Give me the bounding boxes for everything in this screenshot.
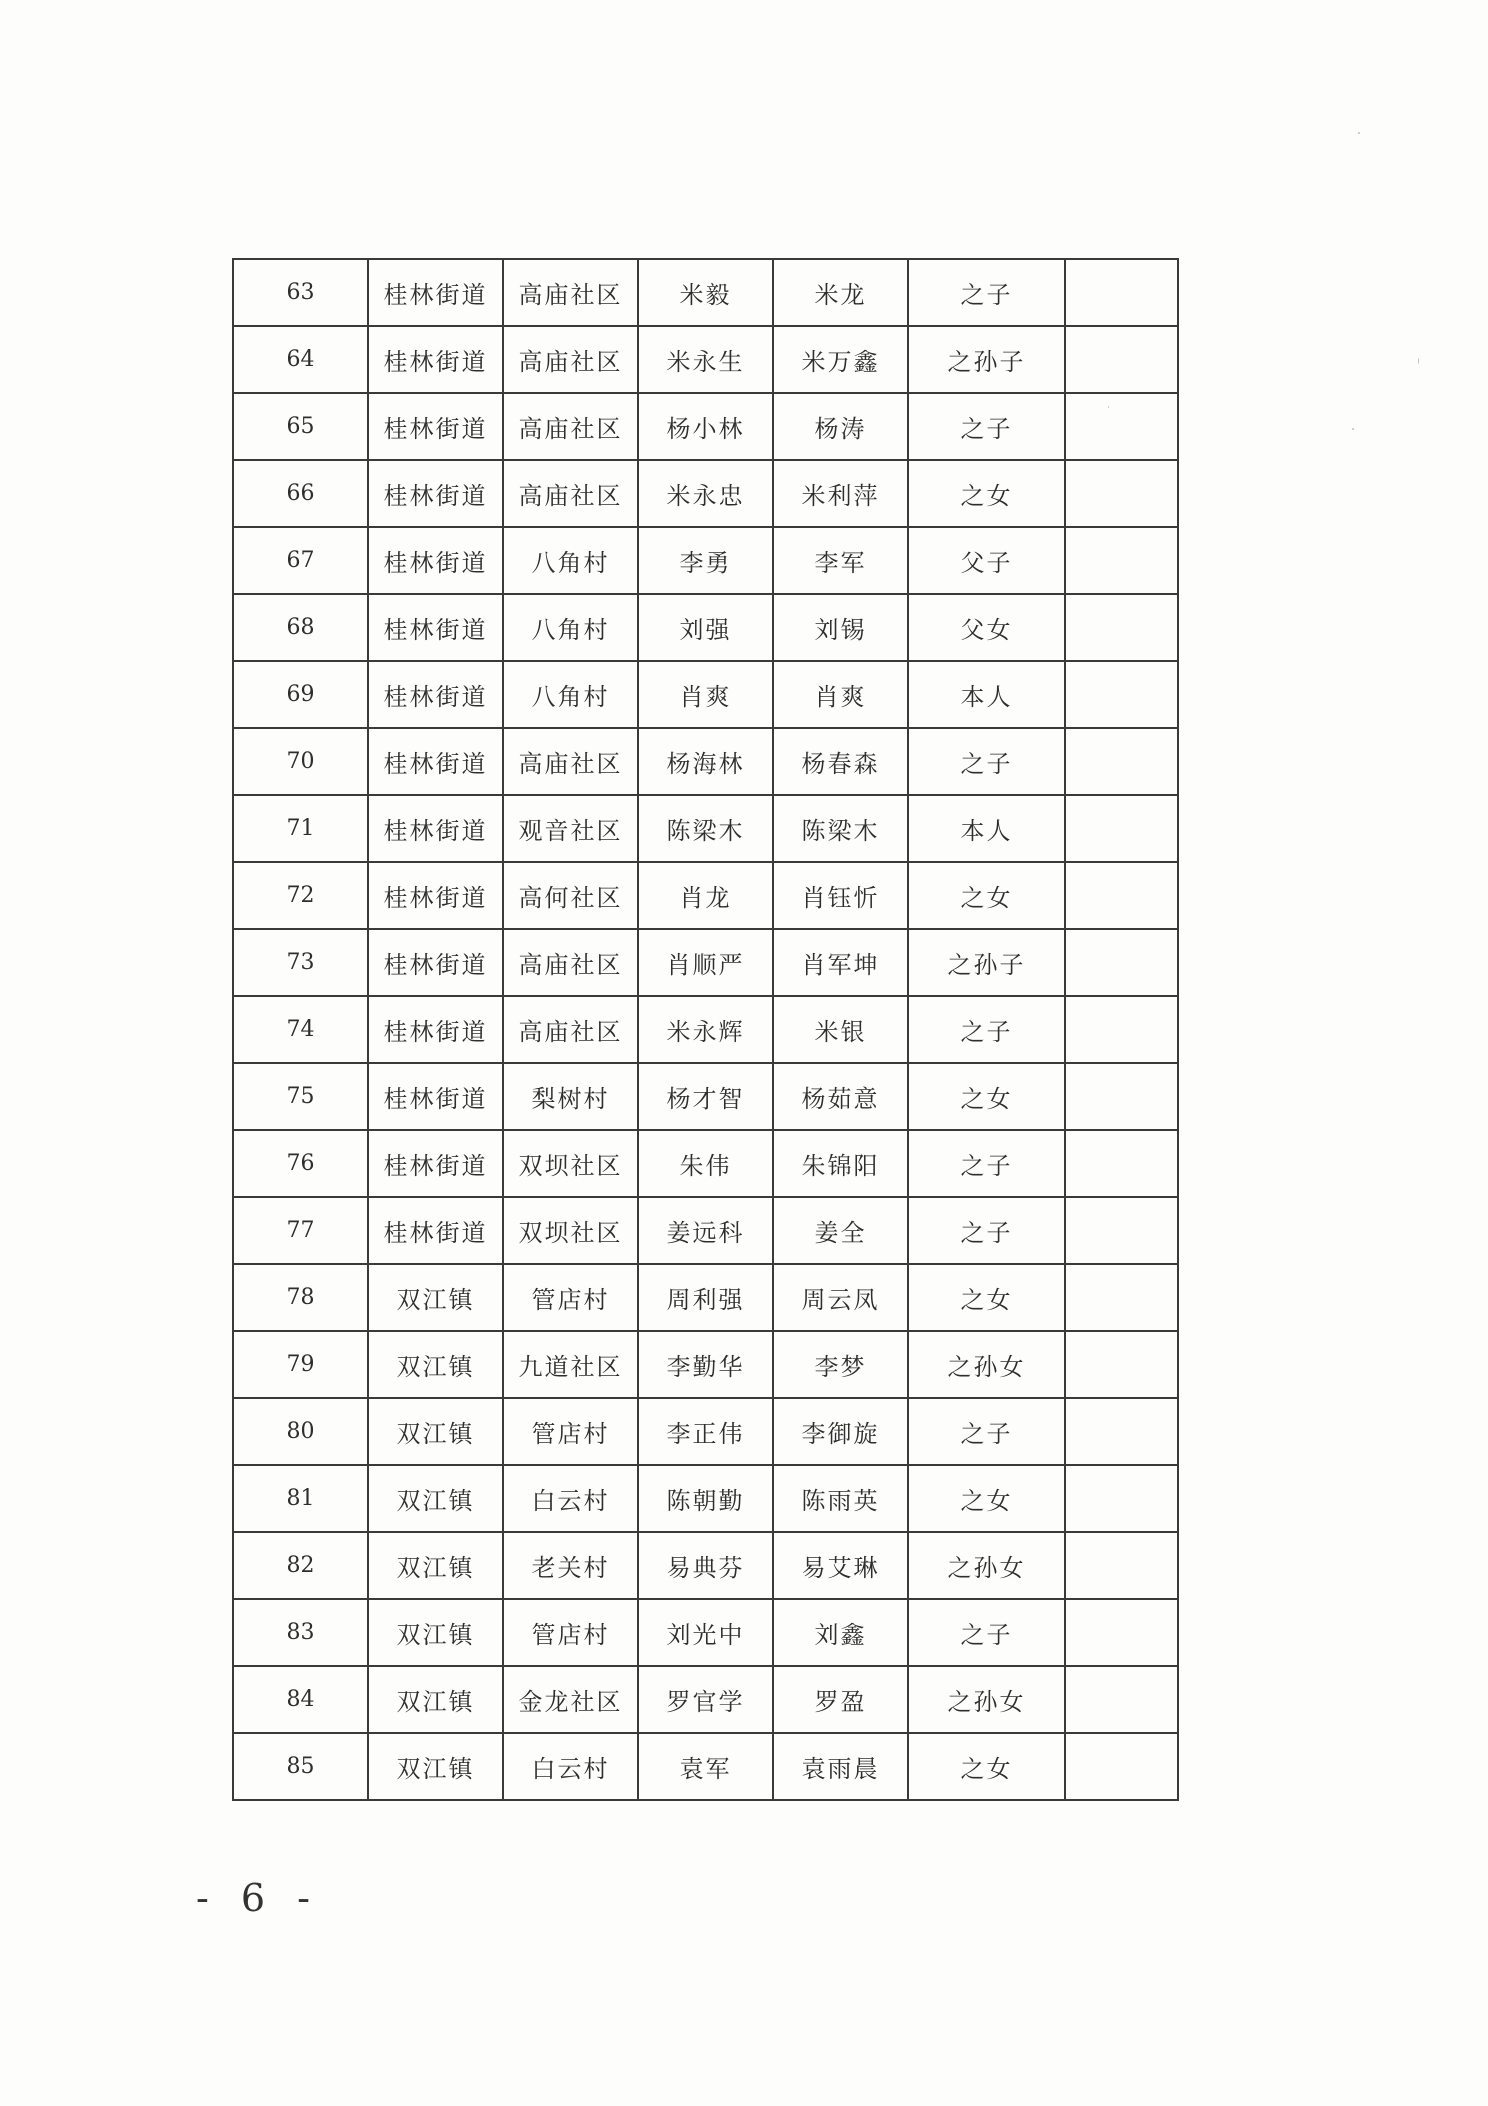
table-row (233, 259, 1178, 326)
table-row (233, 1398, 1178, 1465)
cell-subdistrict: 桂林街道 (368, 795, 503, 862)
cell-name: 刘强 (638, 594, 773, 661)
cell-subdistrict: 桂林街道 (368, 326, 503, 393)
cell-name: 朱伟 (638, 1130, 773, 1197)
cell-remark (1065, 996, 1178, 1063)
cell-relation: 之子 (908, 1197, 1065, 1264)
cell-relative-name: 李梦 (773, 1331, 908, 1398)
cell-relative-name: 袁雨晨 (773, 1733, 908, 1800)
cell-community: 双坝社区 (503, 1130, 638, 1197)
cell-name: 米永辉 (638, 996, 773, 1063)
cell-relative-name: 米龙 (773, 259, 908, 326)
cell-community: 八角村 (503, 594, 638, 661)
cell-community: 白云村 (503, 1733, 638, 1800)
cell-relation: 之子 (908, 996, 1065, 1063)
cell-name: 刘光中 (638, 1599, 773, 1666)
cell-community: 高庙社区 (503, 460, 638, 527)
table-row (233, 527, 1178, 594)
cell-name: 易典芬 (638, 1532, 773, 1599)
cell-relation: 之子 (908, 393, 1065, 460)
table-row (233, 1599, 1178, 1666)
cell-name: 米永忠 (638, 460, 773, 527)
table-row (233, 326, 1178, 393)
cell-relative-name: 肖钰忻 (773, 862, 908, 929)
cell-subdistrict: 桂林街道 (368, 996, 503, 1063)
cell-relative-name: 米银 (773, 996, 908, 1063)
cell-relative-name: 杨茹意 (773, 1063, 908, 1130)
cell-relative-name: 李御旋 (773, 1398, 908, 1465)
cell-subdistrict: 双江镇 (368, 1264, 503, 1331)
cell-remark (1065, 460, 1178, 527)
cell-subdistrict: 桂林街道 (368, 594, 503, 661)
cell-community: 高庙社区 (503, 259, 638, 326)
cell-relation: 之孙女 (908, 1532, 1065, 1599)
cell-relative-name: 周云凤 (773, 1264, 908, 1331)
cell-serial-number: 69 (233, 661, 368, 728)
page-number: - 6 - (196, 1876, 321, 1920)
cell-remark (1065, 929, 1178, 996)
cell-subdistrict: 桂林街道 (368, 929, 503, 996)
table-row (233, 1130, 1178, 1197)
table-row (233, 1063, 1178, 1130)
cell-serial-number: 72 (233, 862, 368, 929)
cell-community: 八角村 (503, 661, 638, 728)
cell-relation: 本人 (908, 795, 1065, 862)
cell-relative-name: 朱锦阳 (773, 1130, 908, 1197)
cell-serial-number: 78 (233, 1264, 368, 1331)
cell-relative-name: 姜全 (773, 1197, 908, 1264)
cell-subdistrict: 桂林街道 (368, 259, 503, 326)
cell-subdistrict: 双江镇 (368, 1398, 503, 1465)
cell-serial-number: 80 (233, 1398, 368, 1465)
cell-remark (1065, 661, 1178, 728)
table-row (233, 1264, 1178, 1331)
scan-speck (1418, 358, 1419, 364)
cell-relation: 之孙女 (908, 1331, 1065, 1398)
cell-name: 米毅 (638, 259, 773, 326)
cell-serial-number: 65 (233, 393, 368, 460)
cell-name: 肖龙 (638, 862, 773, 929)
cell-name: 杨才智 (638, 1063, 773, 1130)
cell-relative-name: 陈雨英 (773, 1465, 908, 1532)
cell-relation: 之女 (908, 1733, 1065, 1800)
cell-subdistrict: 双江镇 (368, 1331, 503, 1398)
cell-serial-number: 64 (233, 326, 368, 393)
cell-relation: 之子 (908, 1130, 1065, 1197)
cell-relation: 之女 (908, 1465, 1065, 1532)
table-row (233, 393, 1178, 460)
cell-community: 高庙社区 (503, 393, 638, 460)
cell-relation: 之孙子 (908, 929, 1065, 996)
cell-subdistrict: 双江镇 (368, 1532, 503, 1599)
cell-serial-number: 83 (233, 1599, 368, 1666)
cell-serial-number: 66 (233, 460, 368, 527)
cell-relative-name: 罗盈 (773, 1666, 908, 1733)
table-row (233, 929, 1178, 996)
cell-name: 肖爽 (638, 661, 773, 728)
cell-remark (1065, 594, 1178, 661)
cell-community: 高庙社区 (503, 929, 638, 996)
cell-community: 梨树村 (503, 1063, 638, 1130)
cell-relative-name: 刘锡 (773, 594, 908, 661)
cell-remark (1065, 259, 1178, 326)
cell-relative-name: 杨春森 (773, 728, 908, 795)
cell-relative-name: 米万鑫 (773, 326, 908, 393)
cell-name: 罗官学 (638, 1666, 773, 1733)
cell-name: 袁军 (638, 1733, 773, 1800)
cell-name: 周利强 (638, 1264, 773, 1331)
cell-relation: 之孙女 (908, 1666, 1065, 1733)
cell-subdistrict: 双江镇 (368, 1666, 503, 1733)
cell-relation: 之孙子 (908, 326, 1065, 393)
cell-community: 高庙社区 (503, 728, 638, 795)
cell-serial-number: 71 (233, 795, 368, 862)
cell-remark (1065, 1264, 1178, 1331)
cell-name: 李正伟 (638, 1398, 773, 1465)
cell-community: 管店村 (503, 1264, 638, 1331)
table-row (233, 1465, 1178, 1532)
cell-community: 高庙社区 (503, 326, 638, 393)
cell-subdistrict: 桂林街道 (368, 661, 503, 728)
cell-relation: 本人 (908, 661, 1065, 728)
table-row (233, 1532, 1178, 1599)
cell-community: 双坝社区 (503, 1197, 638, 1264)
table-row (233, 795, 1178, 862)
cell-remark (1065, 1398, 1178, 1465)
cell-community: 管店村 (503, 1599, 638, 1666)
cell-serial-number: 74 (233, 996, 368, 1063)
cell-community: 观音社区 (503, 795, 638, 862)
cell-serial-number: 82 (233, 1532, 368, 1599)
table-row (233, 862, 1178, 929)
cell-remark (1065, 795, 1178, 862)
cell-name: 李勤华 (638, 1331, 773, 1398)
cell-community: 高何社区 (503, 862, 638, 929)
cell-relative-name: 李军 (773, 527, 908, 594)
cell-subdistrict: 桂林街道 (368, 527, 503, 594)
cell-remark (1065, 1733, 1178, 1800)
cell-subdistrict: 双江镇 (368, 1599, 503, 1666)
cell-remark (1065, 527, 1178, 594)
cell-relation: 之子 (908, 728, 1065, 795)
cell-name: 李勇 (638, 527, 773, 594)
cell-relation: 之女 (908, 1264, 1065, 1331)
cell-remark (1065, 1465, 1178, 1532)
cell-relative-name: 刘鑫 (773, 1599, 908, 1666)
cell-subdistrict: 桂林街道 (368, 1063, 503, 1130)
cell-community: 白云村 (503, 1465, 638, 1532)
cell-remark (1065, 1331, 1178, 1398)
table-row (233, 996, 1178, 1063)
scan-speck (1358, 132, 1360, 134)
cell-relation: 之子 (908, 1599, 1065, 1666)
cell-name: 姜远科 (638, 1197, 773, 1264)
cell-relation: 之子 (908, 1398, 1065, 1465)
cell-remark (1065, 1197, 1178, 1264)
cell-name: 陈梁木 (638, 795, 773, 862)
cell-serial-number: 68 (233, 594, 368, 661)
table-row (233, 728, 1178, 795)
cell-community: 管店村 (503, 1398, 638, 1465)
roster-table (232, 258, 1179, 1801)
cell-name: 米永生 (638, 326, 773, 393)
cell-relation: 父子 (908, 527, 1065, 594)
cell-remark (1065, 1532, 1178, 1599)
cell-name: 肖顺严 (638, 929, 773, 996)
cell-relative-name: 肖军坤 (773, 929, 908, 996)
cell-relative-name: 米利萍 (773, 460, 908, 527)
scan-speck (1352, 428, 1354, 430)
cell-community: 老关村 (503, 1532, 638, 1599)
cell-remark (1065, 1130, 1178, 1197)
cell-relative-name: 肖爽 (773, 661, 908, 728)
cell-subdistrict: 桂林街道 (368, 862, 503, 929)
table-row (233, 1666, 1178, 1733)
cell-subdistrict: 桂林街道 (368, 460, 503, 527)
cell-remark (1065, 728, 1178, 795)
cell-serial-number: 85 (233, 1733, 368, 1800)
table-row (233, 1733, 1178, 1800)
cell-remark (1065, 393, 1178, 460)
cell-remark (1065, 1599, 1178, 1666)
cell-subdistrict: 桂林街道 (368, 1197, 503, 1264)
cell-serial-number: 63 (233, 259, 368, 326)
cell-relation: 父女 (908, 594, 1065, 661)
table-row (233, 1197, 1178, 1264)
cell-serial-number: 76 (233, 1130, 368, 1197)
cell-relative-name: 陈梁木 (773, 795, 908, 862)
cell-subdistrict: 桂林街道 (368, 393, 503, 460)
roster-table-body (233, 259, 1178, 1800)
cell-serial-number: 67 (233, 527, 368, 594)
cell-serial-number: 75 (233, 1063, 368, 1130)
cell-relation: 之子 (908, 259, 1065, 326)
cell-relation: 之女 (908, 862, 1065, 929)
cell-serial-number: 84 (233, 1666, 368, 1733)
cell-relation: 之女 (908, 460, 1065, 527)
cell-serial-number: 70 (233, 728, 368, 795)
table-row (233, 661, 1178, 728)
table-row (233, 1331, 1178, 1398)
cell-remark (1065, 862, 1178, 929)
cell-community: 八角村 (503, 527, 638, 594)
cell-subdistrict: 桂林街道 (368, 728, 503, 795)
table-row (233, 460, 1178, 527)
cell-remark (1065, 326, 1178, 393)
cell-remark (1065, 1666, 1178, 1733)
cell-subdistrict: 双江镇 (368, 1465, 503, 1532)
cell-community: 高庙社区 (503, 996, 638, 1063)
cell-name: 杨海林 (638, 728, 773, 795)
cell-name: 陈朝勤 (638, 1465, 773, 1532)
cell-serial-number: 79 (233, 1331, 368, 1398)
cell-serial-number: 77 (233, 1197, 368, 1264)
cell-serial-number: 73 (233, 929, 368, 996)
cell-relative-name: 杨涛 (773, 393, 908, 460)
cell-name: 杨小林 (638, 393, 773, 460)
cell-relative-name: 易艾琳 (773, 1532, 908, 1599)
cell-serial-number: 81 (233, 1465, 368, 1532)
cell-relation: 之女 (908, 1063, 1065, 1130)
table-row (233, 594, 1178, 661)
cell-subdistrict: 双江镇 (368, 1733, 503, 1800)
cell-community: 九道社区 (503, 1331, 638, 1398)
cell-community: 金龙社区 (503, 1666, 638, 1733)
cell-subdistrict: 桂林街道 (368, 1130, 503, 1197)
cell-remark (1065, 1063, 1178, 1130)
